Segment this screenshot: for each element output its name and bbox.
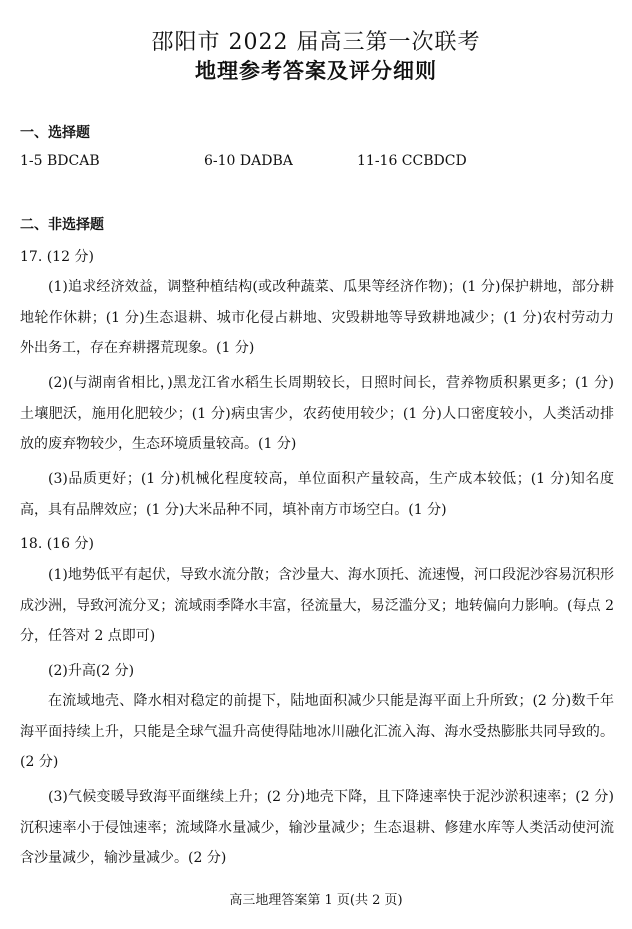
- q17-part3: (3)品质更好；(1 分)机械化程度较高，单位面积产量较高，生产成本较低；(1 分)知名度高，具有品牌效应；(1 分)大米品种不同，填补南方市场空白。(1 分): [20, 471, 614, 518]
- section-heading-non-choice: 二、非选择题: [20, 217, 104, 233]
- page-title: 邵阳市 2022 届高三第一次联考: [151, 30, 481, 55]
- q17-part2: (2)(与湖南省相比，)黑龙江省水稻生长周期较长，日照时间长，营养物质积累更多；(1 分)土壤肥沃，施用化肥较少；(1 分)病虫害少，农药使用较少；(1 分)人口密度较小，人类活动排放的废弃物较少，生态环境质量较高。(1 分): [20, 375, 614, 452]
- page-footer: 高三地理答案第 1 页(共 2 页): [229, 893, 403, 908]
- section-heading-choice: 一、选择题: [20, 125, 90, 141]
- q18-part1: (1)地势低平有起伏，导致水流分散；含沙量大、海水顶托、流速慢，河口段泥沙容易沉积形成沙洲，导致河流分叉；流域雨季降水丰富，径流量大，易泛滥分叉；地转偏向力影响。(每点 2 分，任答对 2 点即可): [20, 567, 614, 644]
- q17-part1: (1)追求经济效益，调整种植结构(或改种蔬菜、瓜果等经济作物)；(1 分)保护耕地，部分耕地轮作休耕；(1 分)生态退耕、城市化侵占耕地、灾毁耕地等导致耕地减少；(1 分)农村劳动力外出务工，存在弃耕撂荒现象。(1 分): [20, 279, 614, 356]
- question-18-number: 18. (16 分): [20, 536, 94, 552]
- answer-group-2: 6-10 DADBA: [204, 153, 293, 169]
- answer-group-1: 1-5 BDCAB: [20, 153, 100, 169]
- answer-group-3: 11-16 CCBDCD: [357, 153, 467, 169]
- page-subtitle: 地理参考答案及评分细则: [195, 59, 437, 83]
- q18-part3: (3)气候变暖导致海平面继续上升；(2 分)地壳下降，且下降速率快于泥沙淤积速率；(2 分)沉积速率小于侵蚀速率；流域降水量减少，输沙量减少；生态退耕、修建水库等人类活动使河流含沙量减少，输沙量减少。(2 分): [20, 789, 614, 866]
- question-17-number: 17. (12 分): [20, 249, 94, 265]
- q18-part2: (2)升高(2 分): [48, 663, 135, 679]
- q18-part2-explanation: 在流域地壳、降水相对稳定的前提下，陆地面积减少只能是海平面上升所致；(2 分)数千年海平面持续上升，只能是全球气温升高使得陆地冰川融化汇流入海、海水受热膨胀共同导致的。(2 分): [20, 693, 614, 770]
